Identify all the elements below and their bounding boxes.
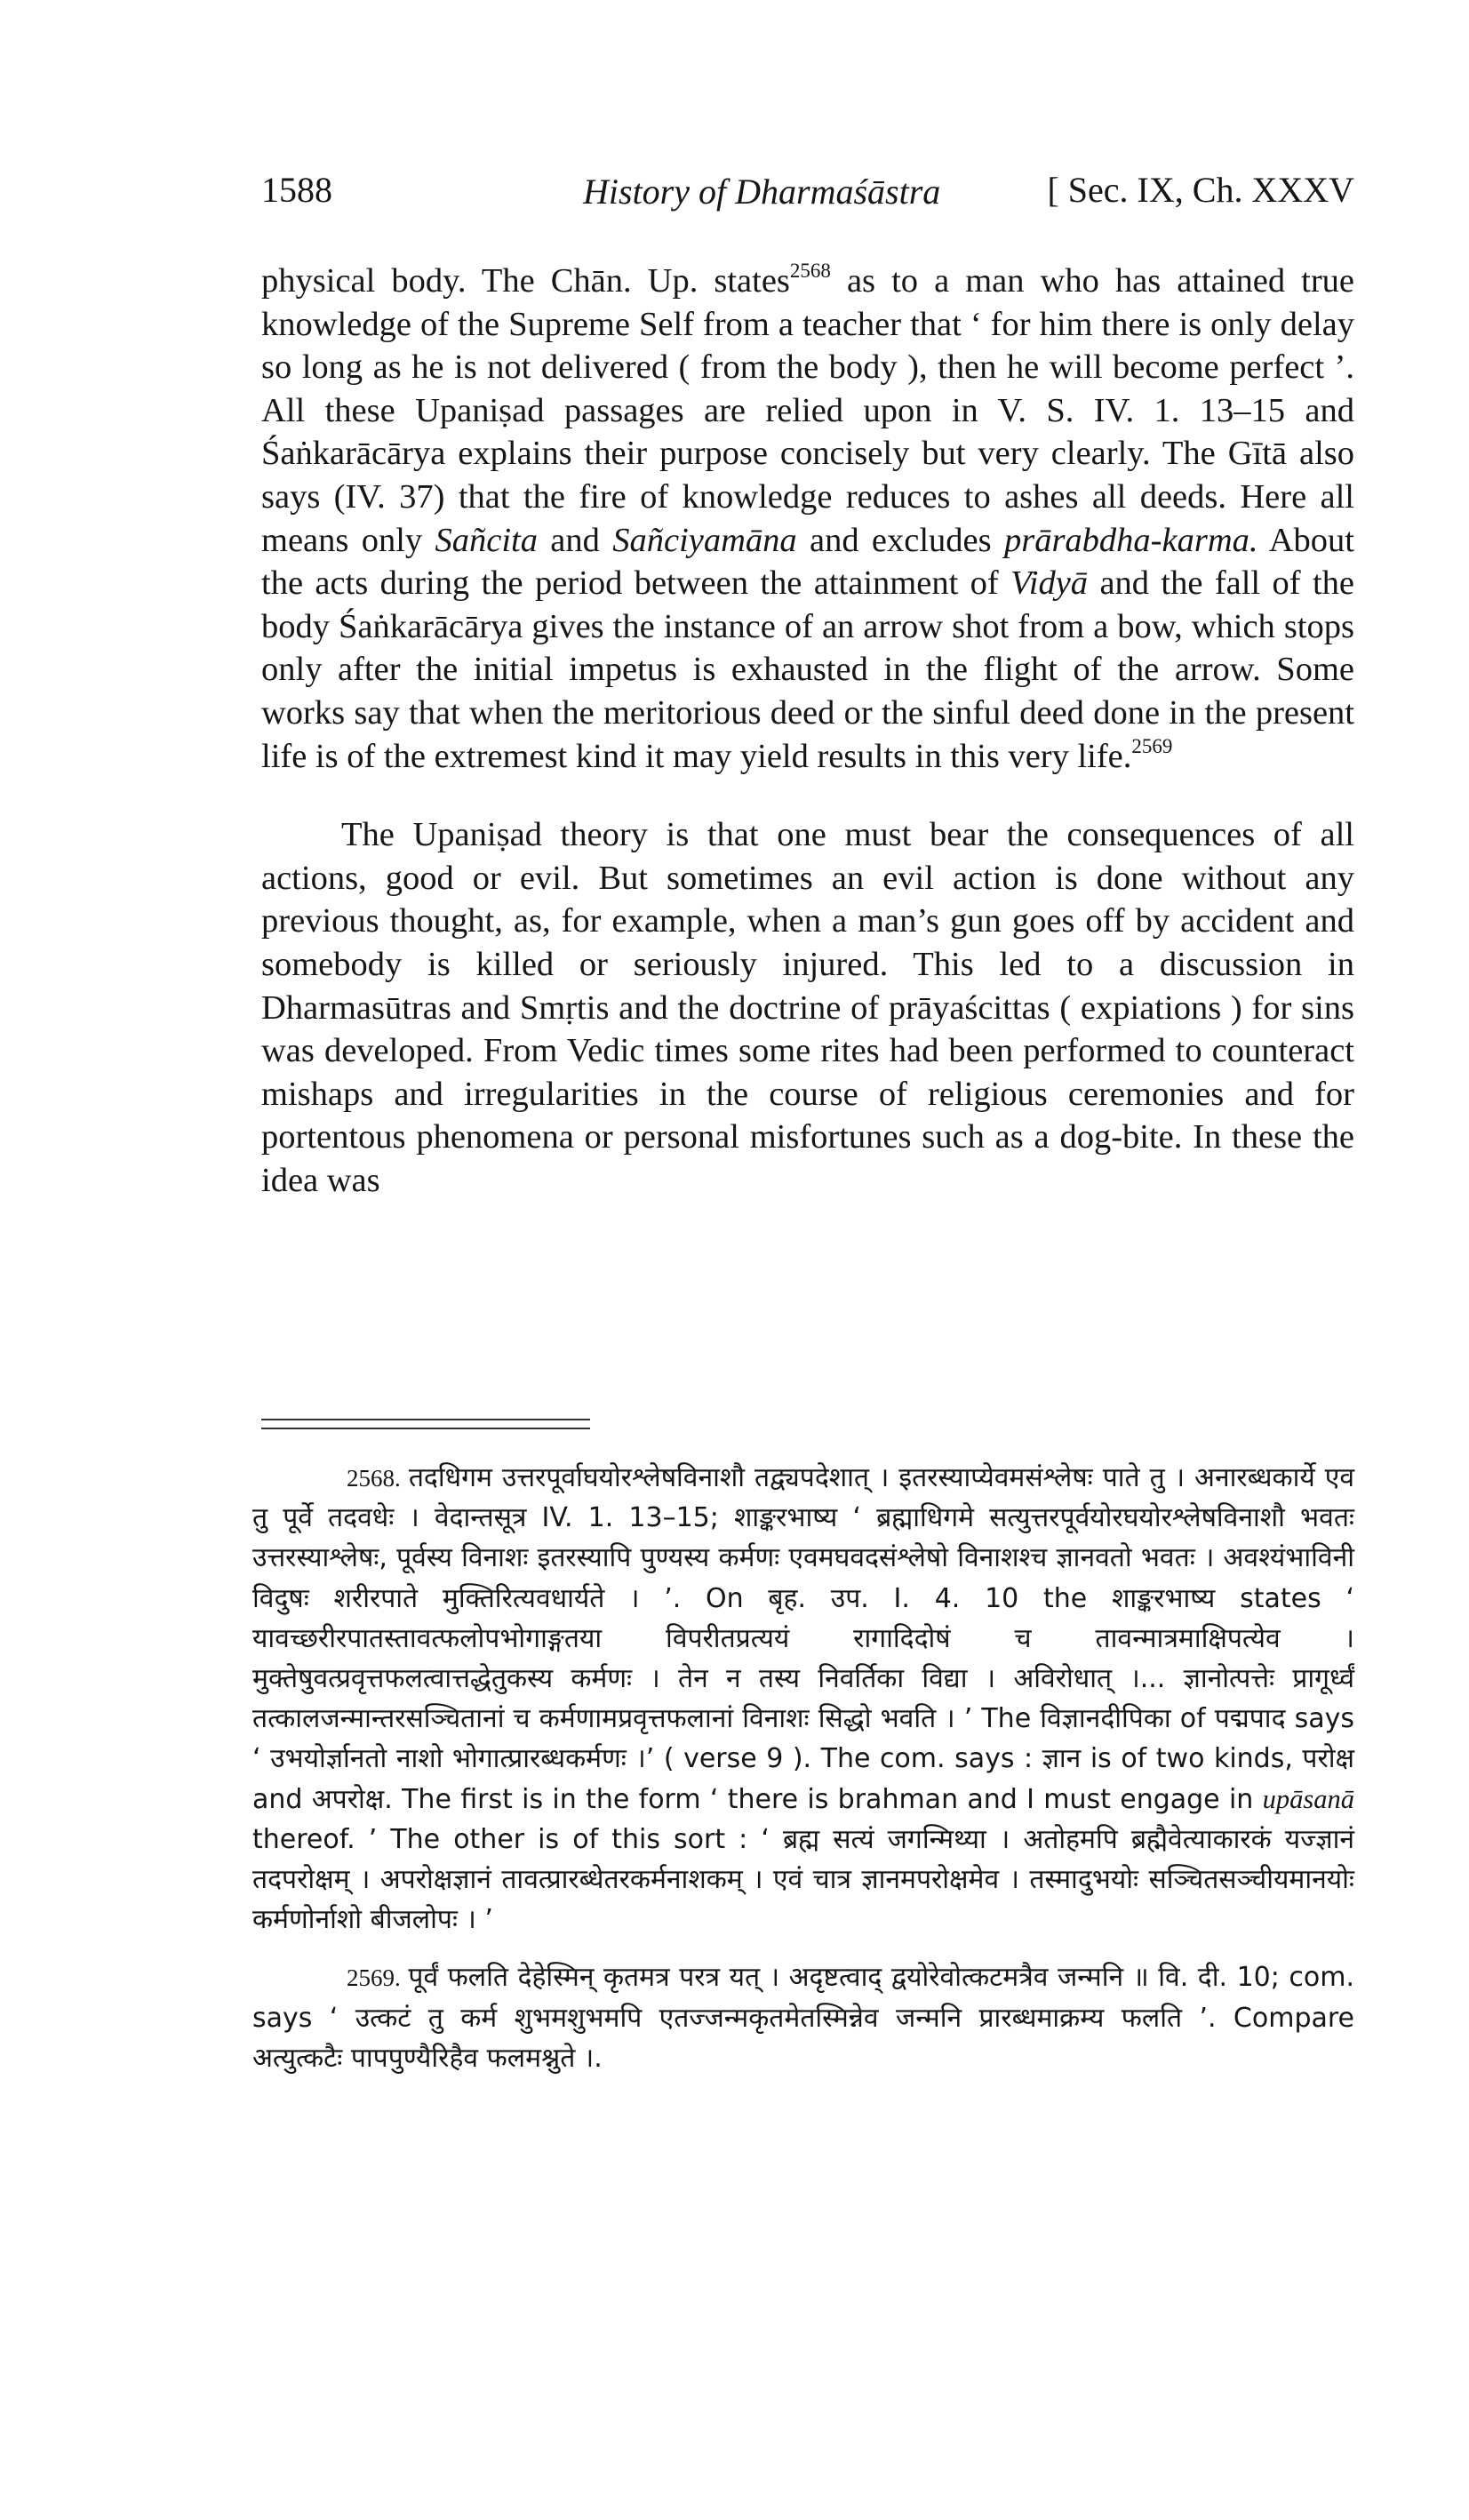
section-reference: [ Sec. IX, Ch. XXXV	[1047, 170, 1354, 210]
footnote-marker: 2568.	[347, 1465, 401, 1492]
paragraph-1: physical body. The Chān. Up. states$^{2568}$ as to a man who has attained true knowledge of the Supreme Self from a teacher that ‘ for him there is only delay so long as he is not delivered ( from the body ), then he will become perfect ’. All these Upaniṣad passages are relied upon in V. S. IV. 1. 13–15 and Śaṅkarācārya explains their purpose concisely but very clearly. The Gītā also says (IV. 37) that the fire of knowledge reduces to ashes all deeds. Here all means only Sañcita and Sañciyamāna and excludes prārabdha-karma. About the acts during the period between the attainment of Vidyā and the fall of the body Śaṅkarācārya gives the instance of an arrow shot from a bow, which stops only after the initial impetus is exhausted in the flight of the arrow. Some works say that when the meritorious deed or the sinful deed done in the present life is of the extremest kind it may yield results in this very life.$^{2569}$	[261, 260, 1355, 775]
footnote-2568: 2568. तदधिगम उत्तरपूर्वाघयोरश्लेषविनाशौ तद्व्यपदेशात् । इतरस्याप्येवमसंश्लेषः पाते तु । अनारब्धकार्ये एव तु पूर्वे तदवधेः । वेदान्तसूत्र IV. 1. 13–15; शाङ्करभाष्य ‘ ब्रह्माधिगमे सत्युत्तरपूर्वयोरघयोरश्लेषविनाशौ भवतः उत्तरस्याश्लेषः, पूर्वस्य विनाशः इतरस्यापि पुण्यस्य कर्मणः एवमघवदसंश्लेषो विनाशश्च ज्ञानवतो भवतः । अवश्यंभाविनी विदुषः शरीरपाते मुक्तिरित्यवधार्यते । ’. On बृह. उप. I. 4. 10 the शाङ्करभाष्य states ‘ यावच्छरीरपातस्तावत्फलोपभोगाङ्गतया विपरीतप्रत्ययं रागादिदोषं च तावन्मात्रमाक्षिपत्येव । मुक्तेषुवत्प्रवृत्तफलत्वात्तद्धेतुकस्य कर्मणः । तेन न तस्य निवर्तिका विद्या । अविरोधात् ।... ज्ञानोत्पत्तेः प्रागूर्ध्वं तत्कालजन्मान्तरसञ्चितानां च कर्मणामप्रवृत्तफलानां विनाशः सिद्धो भवति । ’ The विज्ञानदीपिका of पद्मपाद says ‘ उभयोर्ज्ञानतो नाशो भोगात्प्रारब्धकर्मणः ।’ ( verse 9 ). The com. says : ज्ञान is of two kinds, परोक्ष and अपरोक्ष. The first is in the form ‘ there is brahman and I must engage in upāsanā thereof. ’ The other is of this sort : ‘ ब्रह्म सत्यं जगन्मिथ्या । अतोहमपि ब्रह्मैवेत्याकारकं यज्ज्ञानं तदपरोक्षम् । अपरोक्षज्ञानं तावत्प्रारब्धेतरकर्मनाशकम् । एवं चात्र ज्ञानमपरोक्षमेव । तस्मादुभयोः सञ्चितसञ्चीयमानयोः कर्मणोर्नाशो बीजलोपः । ’	[252, 1462, 1354, 1936]
footnote-ref-2568[interactable]: 2568	[789, 260, 831, 283]
footnote-separator	[261, 1419, 590, 1436]
footnote-marker: 2569.	[347, 1964, 401, 1992]
footnote-ref-2569[interactable]: 2569	[1131, 734, 1173, 757]
paragraph-2: The Upaniṣad theory is that one must bear the consequences of all actions, good or evil. But sometimes an evil action is done without any previous thought, as, for example, when a man’s gun goes off by accident and somebody is killed or seriously injured. This led to a discussion in Dharmasūtras and Smṛtis and the doctrine of prāyaścittas ( expiations ) for sins was developed. From Vedic times some rites had been performed to counteract mishaps and irregularities in the course of religious ceremonies and for portentous phenomena or personal misfortunes such as a dog-bite. In these the idea was	[261, 816, 1354, 1199]
footnotes	[252, 1458, 1354, 2078]
page-header	[261, 169, 1354, 222]
footnote-2569: 2569. पूर्वं फलति देहेस्मिन् कृतमत्र परत्र यत् । अदृष्टत्वाद् द्वयोरेवोत्कटमत्रैव जन्मनि ॥ वि. दी. 10; com. says ‘ उत्कटं तु कर्म शुभमशुभमपि एतज्जन्मकृतमेतस्मिन्नेव जन्मनि प्रारब्धमाक्रम्य फलति ’. Compare अत्युत्कटैः पापपुण्यैरिहैव फलमश्नुते ।.	[252, 1962, 1355, 2074]
running-title: History of Dharmaśāstra	[583, 172, 941, 212]
page-number: 1588	[261, 170, 332, 210]
main-text	[261, 260, 1354, 1202]
